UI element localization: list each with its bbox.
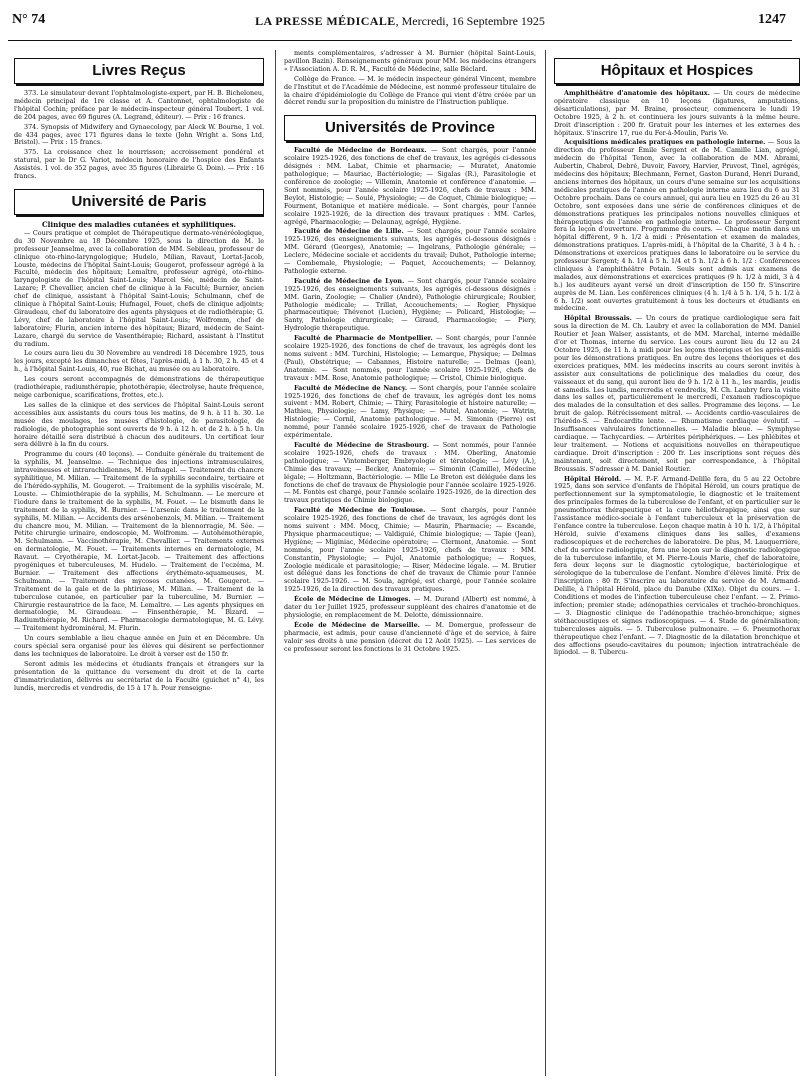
entry-lead: Acquisitions médicales pratiques en pathologie interne.	[564, 138, 768, 147]
paragraph: ments complémentaires, s'adresser à M. Burnier (hôpital Saint-Louis, pavillon Bazin). Renseignements généraux pour MM. les médecins étrangers « l'Association A. D. R. M., Faculté de Médecine, salle Béclard.	[284, 50, 536, 73]
entry-lead: Faculté de Pharmacie de Montpellier.	[294, 334, 436, 343]
entry-text: — Sont chargés, pour l'année scolaire 1925-1926, des fonctions de chef de travaux, les agrégés dont les noms suivent : MM. Mocq, Chimie; — Maurin, Pharmacie; — Escande, Physique pharmaceutique; — Valdiguié, Chimie biologique; — Tapie (Jean), Hygiène; — Miginiac, Médecine opératoire; — Clermont, Anatomie. — Sont nommés, pour l'année scolaire 1925-1926, chefs de travaux : MM. Constantin, Physiologie; — Pujol, Anatomie pathologique; — Roques, Zoologie médicale et parasitologie; — Riser, Médecine légale. — M. Brutier est délégué dans les fonctions de chef de travaux de Chimie pour l'année scolaire 1925-1926. — M. Soula, agrégé, est chargé, pour l'année scolaire 1925-1926, de la direction des travaux pratiques.	[284, 506, 536, 594]
masthead	[8, 14, 792, 29]
hopitaux-entries	[554, 90, 800, 657]
entry-lead: Hôpital Broussais.	[564, 314, 636, 323]
entry	[554, 476, 800, 658]
entry-text: — Sont chargés, pour l'année scolaire 1925-1926, des fonctions de chef de travaux, les agrégés ci-dessous désignés : MM. Labat, Chimie et pharmacie; — Muratet, Anatomie pathologique; — Mauriac, Bactériologie; — Sigalas (R.), Parasitologie et conférence de zoologie; — Villemin, Anatomie et conférence d'anatomie. — Sont nommés, pour l'année scolaire 1925-1926, chefs de travaux : MM. Beylot, Histologie; — Soulé, Physiologie; — de Coquet, Chimie biologique; — Fourment, Botanique et matière médicale. — Sont chargés, pour l'année scolaire 1925-1926, de la direction des travaux pratiques : MM. Carles, agrégé, Pharmacologie; — Delaunay, agrégé, Hygiène.	[284, 146, 536, 226]
page-header	[8, 10, 792, 41]
entry-lead: Amphithéâtre d'anatomie des hôpitaux.	[564, 89, 714, 97]
paragraph: Collège de France. — M. le médecin inspecteur général Vincent, membre de l'Institut et de l'Académie de Médecine, est nommé professeur titulaire de la chaire d'épidémiologie du Collège de France qui vient d'être créée par un décret rendu sur la proposition du ministre de l'Instruction publique.	[284, 74, 536, 107]
entry-lead: Faculté de Médecine de Nancy.	[294, 383, 410, 392]
entry-text: — Sont chargés, pour l'année scolaire 1925-1926, des enseignements suivants, les agrégés ci-dessous désignés : MM. Gérard (Georges), Anatomie; — Ingelrans, Pathologie générale; — Leclerc, Médecine sociale et accidents du travail; Duhot, Pathologie interne; — Combemale, Physiologie; — Paquet, Accouchements; — Delannoy, Pathologie externe.	[284, 227, 536, 275]
entry	[284, 622, 536, 654]
entry-lead: Faculté de Médecine de Toulouse.	[294, 506, 431, 515]
entry-text: — M. Domergue, professeur de pharmacie, est admis, pour cause d'ancienneté d'âge et de service, à faire valoir ses droits à une pension (décret du 12 Août 1925). — Les services de ce professeur seront les fonctions le 31 Octobre 1925.	[284, 620, 536, 653]
entry-text: — Sous la direction du professeur Émile Sergent et de M. Camille Lian, agrégé, médecin de l'hôpital Tenon, avec la collaboration de MM. Abrami, Aubertin, Chabrol, Debré, Duvoir, Favory, Harvier, Pruvost, Tinel, agrégés, médecins des hôpitaux; Blechmann, Fernet, Gaston Durand, Henri Durand, anciens internes des hôpitaux, un cours d'une semaine sur les acquisitions médicales pratiques de l'année en pathologie interne aura lieu du 6 au 31 Octobre prochain. Dans ce cours annuel, qui aura lieu en 1925 du 26 au 31 Octobre, sont exposées dans une série de conférences cliniques et de démonstrations pratiques les principales notions nouvelles cliniques et thérapeutiques de l'année en pathologie interne. Le professeur Sergent fera la leçon d'ouverture. Programme du cours. — Chaque matin dans un hôpital différent, 9 h. 1/2 à midi : Présentation et examen de malades, démonstrations pratiques. L'après-midi, à l'hôpital de la Charité, 3 à 4 h. : Démonstrations et exercices pratiques dans le laboratoire ou le service du professeur Sergent; 4 h. 1/4 à 5 h. 1/4 et 5 h. 1/2 à 6 h. 1/2 : Conférences cliniques à l'amphithéâtre Potain. Seuls sont admis aux examens de malades, aux démonstrations et exercices pratiques (9 h. 1/2 à midi, 3 à 4 h.) les auditeurs ayant versé un droit d'inscription de 150 fr. S'inscrire auprès de M. Lian. Les conférences cliniques (4 h. 1/4 à 5 h. 1/4, 5 h. 1/2 à 6 h. 1/2) sont ouvertes gratuitement à tous les docteurs et étudiants en médecine.	[554, 138, 800, 313]
section-title-paris: Université de Paris	[14, 189, 264, 215]
journal-title: LA PRESSE MÉDICALE	[255, 14, 396, 28]
issue-date: , Mercredi, 16 Septembre 1925	[395, 14, 545, 28]
subsection-title: Clinique des maladies cutanées et syphilitiques.	[41, 219, 237, 229]
entry-lead: Faculté de Médecine de Lille.	[294, 227, 408, 236]
paragraph: Les salles de la clinique et des services de l'hôpital Saint-Louis seront accessibles aux assistants du cours tous les matins, de 9 h. à 11 h. 30. Le musée des moulages, les musées d'histologie, de parasitologie, de radiologie, de photographie sont ouverts de 9 h. à 12 h. et de 2 h. à 5 h. Un horaire détaillé sera distribué à chacun des auditeurs. Un certificat leur sera délivré à la fin du cours.	[14, 400, 264, 449]
entry-lead: École de Médecine de Limoges.	[294, 595, 414, 604]
entry	[284, 442, 536, 505]
paragraph: Un cours semblable a lieu chaque année en Juin et en Décembre. Un cours spécial sera organisé pour les élèves qui désirent se perfectionner dans les techniques de laboratoire. Le droit à verser est de 150 fr.	[14, 634, 264, 658]
paragraph: — Cours pratique et complet de Thérapeutique dermato-vénéréologique, du 30 Novembre au 18 Décembre 1925, sous la direction de M. le professeur Jeanselme, avec la collaboration de MM. Sebileau, professeur de clinique oto-rhino-laryngologique; Hudelo, Milian, Ravaut, Lortat-Jacob, Louste, médecins de l'hôpital Saint-Louis; Gougerot, professeur agrégé à la Faculté, médecin des hôpitaux; Lemaître, professeur agrégé, oto-rhino-laryngologiste de l'hôpital Saint-Louis; Marcel Sée, médecin de Saint-Lazare; P. Chevallier, ancien chef de clinique à la Faculté; Burnier, ancien chef de clinique, assistant à l'hôpital Saint-Louis; Schulmann, chef de clinique à l'hôpital Saint-Louis; Hufnagel, Fouet, chefs de clinique adjoints; Giraudeau, chef du laboratoire des agents physiques et de radiothérapie; G. Lévy, chef de laboratoire à l'hôpital Saint-Louis; Wolfromm, chef de laboratoire; Flurin, ancien interne des hôpitaux; Bizard, médecin de Saint-Lazare, chargé du service de Vasenthérapie; Richard, assistant à l'Institut du radium.	[14, 228, 264, 348]
entry-text: — M. Durand (Albert) est nommé, à dater du 1er Juillet 1925, professeur suppléant des chaires d'anatomie et de physiologie, en remplacement de M. Delotte, démissionnaire.	[284, 595, 536, 619]
entry	[284, 385, 536, 440]
book-item: 375. La croissance chez le nourrisson; accroissement pondéral et statural, par le Dr G. Variot, médecin honoraire de l'hospice des Enfants Assistés. 1 vol. de 352 pages, avec 35 figures (Librairie G. Doin). — Prix : 16 francs.	[14, 148, 264, 181]
entry	[284, 228, 536, 275]
entry-text: — Un cours de pratique cardiologique sera fait sous la direction de M. Ch. Laubry et avec la collaboration de MM. Daniel Routier et Jean Walser, assistants, et de MM. Marchal, interne médaille d'or et Thomas, interne du service. Les cours auront lieu du 12 au 24 Octobre 1925, de 11 h. à midi pour les leçons théoriques et les après-midi pour les démonstrations pratiques. En outre des leçons théoriques et des exercices pratiques, MM. les médecins inscrits au cours seront invités à assister aux consultations de policlinique des maladies du cœur, des vaisseaux et du sang, qui auront lieu de 9 h. 1/2 à 11 h., les mardis, jeudis et samedis. Les lundis, mercredis et vendredis, M. Ch. Laubry fera la visite dans les salles et, particulièrement le mercredi, l'examen radioscopique des malades de la consultation et des salles. Programme des leçons. — Le bruit de galop. Rétrécissement mitral. — Accidents cardio-vasculaires de l'hérédo-S. — Endocardite lente. — Rhumatisme cardiaque évolutif. — Insuffisances valvulaires fonctionnelles. — Maladie bleue. — Symphyse cardiaque. — Tachycardies. — Artérites périphériques. — Les phlébites et leur traitement. — Notions et acquisitions nouvelles en thérapeutique cardiaque. Droit d'inscription : 200 fr. Les inscriptions sont reçues dès maintenant, soit directement, soit par correspondance, à l'hôpital Broussais. S'adresser à M. Daniel Routier.	[554, 314, 800, 473]
section-title-province: Universités de Province	[284, 115, 536, 141]
entry	[554, 315, 800, 473]
entry-text: — Sont chargés, pour l'année scolaire 1925-1926, des fonctions de chef de travaux, les agrégés dont les noms suivent : MM. Turchini, Histologie; — Lemarque, Physique; — Delmas (Paul), Obstétrique; — Cabannes, Histoire naturelle; — Delmas (Jean), Anatomie. — Sont nommés, pour l'année scolaire 1925-1926, chefs de travaux : MM. Rose, Anatomie pathologique; — Cristol, Chimie biologique.	[284, 334, 536, 382]
column-3	[545, 50, 800, 1076]
entry-text: — Un cours de médecine opératoire classique en 10 leçons (ligatures, amputations, désarticulations), par M. Braine, prosecteur, commencera le lundi 19 Octobre 1925, à 2 h. et continuera les jours suivants à la même heure. Droit d'inscription : 200 fr. Gratuit pour les internes et les externes des hôpitaux. S'inscrire 17, rue du Fer-à-Moulin, Paris Ve.	[554, 89, 800, 137]
entry	[284, 507, 536, 594]
province-entries	[284, 147, 536, 653]
entry-lead: Faculté de Médecine de Bordeaux.	[294, 146, 432, 155]
column-1	[14, 50, 264, 1076]
entry-lead: Faculté de Médecine de Strasbourg.	[294, 440, 433, 449]
entry-text: — Sont nommés, pour l'année scolaire 1925-1926, chefs de travaux : MM. Oberling, Anatomie pathologique; — Vintemberger, Embryologie et tératologie; — Lévy (A.), Chimie des travaux; — Becker, Anatomie; — Simonin (Camille), Médecine légale; — Holtzmann, Bactériologie. — Mlle Le Breton est déléguée dans les fonctions de chef de travaux de Physiologie pour l'année scolaire 1925-1926. — M. Fontès est chargé, pour l'année scolaire 1925-1926, de la direction des travaux pratiques de Chimie biologique.	[284, 440, 536, 505]
paragraph: Seront admis les médecins et étudiants français et étrangers sur la présentation de la quittance du versement du droit et de la carte d'immatriculation, délivrés au secrétariat de la Faculté (guichet n° 4), les lundis, mercredis et vendredis, de 15 à 17 h. Pour renseigne-	[14, 659, 264, 692]
book-item: 374. Synopsis of Midwifery and Gynaecology, par Aleck W. Bourne, 1 vol. de 434 pages, avec 171 figures dans le texte (John Wright a. Sons Ltd, Bristol). — Prix : 15 francs.	[14, 122, 264, 147]
section-title-livres: Livres Reçus	[14, 58, 264, 84]
entry	[284, 335, 536, 382]
entry-text: — Sont chargés, pour l'année scolaire 1925-1926, des fonctions de chef de travaux, les agrégés dont les noms suivent : MM. Robert, Chimie; — Thiry, Parasitologie et histoire naturelle; — Mathieu, Physiologie; — Lamy, Physique; — Mutel, Anatomie; — Watrin, Histologie; — Cornil, Anatomie pathologique. — M. Simonin (Pierre) est nommé, pour l'année scolaire 1925-1926, chef de travaux de Pathologie expérimentale.	[284, 383, 536, 440]
column-2	[275, 50, 536, 1076]
book-item: 373. Le simulateur devant l'ophtalmologiste-expert, par H. B. Bicheloneu, médecin principal de 1re classe et A. Cantonnet, ophtalmologiste de l'hôpital Cochin; préface par le médecin-inspecteur général Toubert. 1 vol. de 204 pages, avec 69 figures (A. Legrand, éditeur). — Prix : 16 francs.	[14, 89, 264, 121]
paragraph: Le cours aura lieu du 30 Novembre au vendredi 18 Décembre 1925, tous les jours, excepté les dimanches et fêtes, l'après-midi, à 1 h. 30, 2 h. 45 et 4 h., à l'hôpital Saint-Louis, 40, rue Bichat, au musée ou au laboratoire.	[14, 349, 264, 374]
issue-number: N° 74	[12, 12, 46, 27]
entry	[554, 90, 800, 137]
section-title-hopitaux: Hôpitaux et Hospices	[554, 58, 800, 84]
paragraph: Les cours seront accompagnés de démonstrations de thérapeutique (radiothérapie, radiumthérapie, photothérapie, électrolyse, haute fréquence, neige carbonique, scarifications, frottes, etc.).	[14, 375, 264, 399]
entry-text: — Sont chargés, pour l'année scolaire 1925-1926, des enseignements suivants, les agrégés ci-dessous désignés : MM. Garin, Zoologie; — Chalier (André), Pathologie chirurgicale; Roubier, Pathologie médicale; — Trillat, Accouchements; — Rogier, Physique pharmaceutique; Thévenot (Lucien), Hygiène; — Policard, Histologie; — Santy, Pathologie chirurgicale; — Giraud, Pharmacologie; — Piery, Hydrologie thérapeutique.	[284, 276, 536, 333]
page-number: 1247	[758, 12, 786, 27]
entry-lead: Faculté de Médecine de Lyon.	[294, 276, 408, 285]
paragraph: Programme du cours (40 leçons). — Conduite générale du traitement de la syphilis, M. Jeanselme. — Technique des injections intramusculaires, intraveineuses et intrarachidiennes, M. Hufnagel. — Traitement du chancre syphilitique, M. Milian. — Traitement de la syphilis secondaire, tertiaire et de l'hérédo-syphilis, M. Gougerot. — Traitement de la syphilis viscérale, M. Louste. — Chimiothérapie de la syphilis, M. Schulmann. — Le mercure et l'iodure dans le traitement de la syphilis, M. Fouet. — Le bismuth dans le traitement de la syphilis, M. Burnier. — L'arsenic dans le traitement de la syphilis, M. Milian. — Accidents des arsénobenzols, M. Milian. — Traitement du chancre mou, M. Milian. — Traitement de la blennorragie, M. Sée. — Petite chirurgie urinaire, endoscopie, M. Wolfromm. — Autohémothérapie, M. Schulmann. — Vaccinothérapie, M. Chevallier. — Traitements externes en dermatologie, M. Fouet. — Traitements internes en dermatologie, M. Ravaut. — Cryothérapie, M. Lortat-Jacob. — Traitement des affections pyogéniques et tuberculeuses, M. Hudelo. — Traitement de l'eczéma, M. Burnier. — Traitement des affections érythémato-squameuses, M. Schulmann. — Traitement des mycoses cutanées, M. Gougerot. — Traitement de la gale et de la phtiriase, M. Milian. — Traitement de la tuberculose cutanée, en particulier par la tuberculine, M. Burnier. — Chirurgie restauratrice de la face, M. Lemaître. — Les agents physiques en dermatologie, M. Giraudeau. — Finsenthérapie, M. Bizard. — Radiumthérapie, M. Richard. — Pharmacologie dermatologique, M. G. Lévy. — Traitement hydrominéral, M. Flurin.	[14, 450, 264, 633]
entry-lead: École de Médecine de Marseille.	[294, 620, 425, 629]
entry	[284, 596, 536, 620]
entry	[284, 278, 536, 333]
entry-text: — M. P.-F. Armand-Delille fera, du 5 au 22 Octobre 1925, dans son service d'enfants de l'hôpital Hérold, un cours pratique de perfectionnement sur la symptomatologie, le diagnostic et le traitement des principales formes de la tuberculose de l'enfant, et en particulier sur le pneumothorax thérapeutique et la cure héliothérapique, ainsi que sur l'assistance médico-sociale à l'enfant tuberculeux et la préservation de l'enfance contre la tuberculose. Leçon chaque matin à 10 h. 1/2, à l'hôpital Hérold, suivie d'examens cliniques dans les salles, d'examens radioscopiques et de recherches de laboratoire. De plus, M. Lauquerrière, chef du service radiologique, fera une leçon sur le diagnostic radiologique de la tuberculose infantile, et M. Pierre-Louis Marie, chef de laboratoire, fera deux leçons sur le diagnostic cytologique, bactériologique et sérologique de la tuberculose de l'enfant. Nombre d'élèves limité. Prix de l'inscription : 80 fr. S'inscrire au laboratoire du service de M. Armand-Delille, à l'hôpital Hérold, place du Danube (XIXe). Objet du cours. — 1. Conditions et modes de l'infection tuberculeuse chez l'enfant. — 2. Primo-infection; premier stade; adénopathies cervicales et trachéo-bronchiques. — 3. Diagnostic clinique de l'adénopathie trachéo-bronchique; signes stéthacoustiques et signes radioscopiques. — 4. Stade de généralisation; tuberculoses aiguës. — 5. Tuberculose pulmonaire. — 6. Pneumothorax thérapeutique chez l'enfant. — 7. Diagnostic de la dilatation bronchique et des affections pseudo-cavitaires du poumon; injection intratrachéale de lipiodol. — 8. Tubercu-	[554, 474, 800, 657]
entry	[554, 139, 800, 313]
entry	[284, 147, 536, 226]
entry-lead: Hôpital Hérold.	[564, 474, 625, 483]
